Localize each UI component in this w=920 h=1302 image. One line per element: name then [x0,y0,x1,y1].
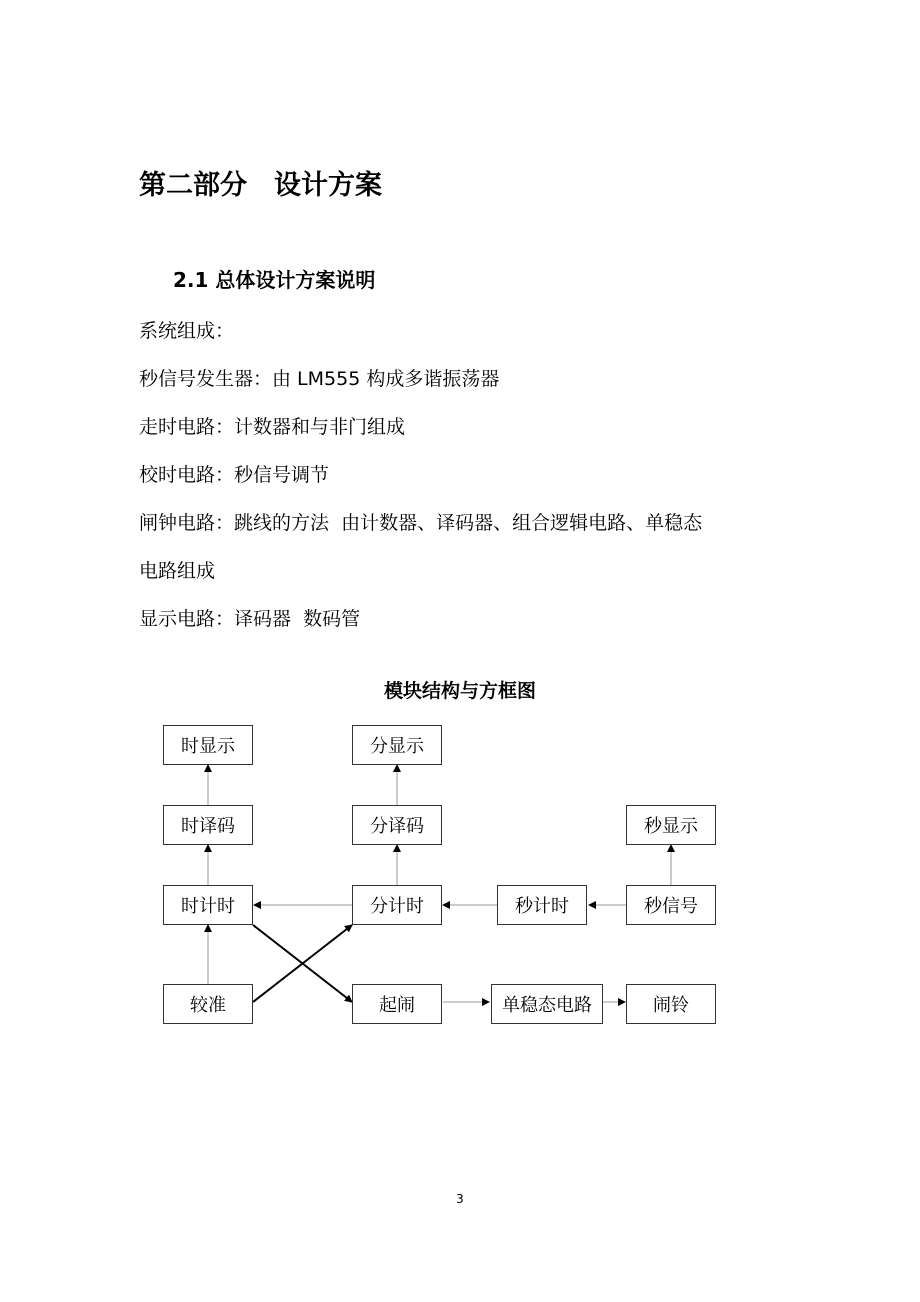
box-monostable: 单稳态电路 [491,984,603,1024]
paragraph: 显示电路：译码器 数码管 [139,608,361,630]
page-number: 3 [456,1192,464,1206]
paragraph: 校时电路：秒信号调节 [139,464,330,486]
paragraph: 闸钟电路：跳线的方法 由计数器、译码器、组合逻辑电路、单稳态 [139,512,703,534]
paragraph: 系统组成： [139,320,235,342]
box-bell: 闹铃 [626,984,716,1024]
box-alarm-start: 起闹 [352,984,442,1024]
paragraph: 走时电路：计数器和与非门组成 [139,416,406,438]
box-minute-display: 分显示 [352,725,442,765]
box-hour-decoder: 时译码 [163,805,253,845]
box-second-display: 秒显示 [626,805,716,845]
box-hour-counter: 时计时 [163,885,253,925]
part-heading: 第二部分 设计方案 [139,170,382,201]
box-second-signal: 秒信号 [626,885,716,925]
section-title: 2.1 总体设计方案说明 [173,268,376,292]
box-second-counter: 秒计时 [497,885,587,925]
box-hour-display: 时显示 [163,725,253,765]
box-calibrate: 较准 [163,984,253,1024]
box-minute-counter: 分计时 [352,885,442,925]
paragraph: 秒信号发生器：由 LM555 构成多谐振荡器 [139,368,500,390]
box-minute-decoder: 分译码 [352,805,442,845]
diagram-title: 模块结构与方框图 [383,680,536,702]
paragraph: 电路组成 [139,560,216,582]
